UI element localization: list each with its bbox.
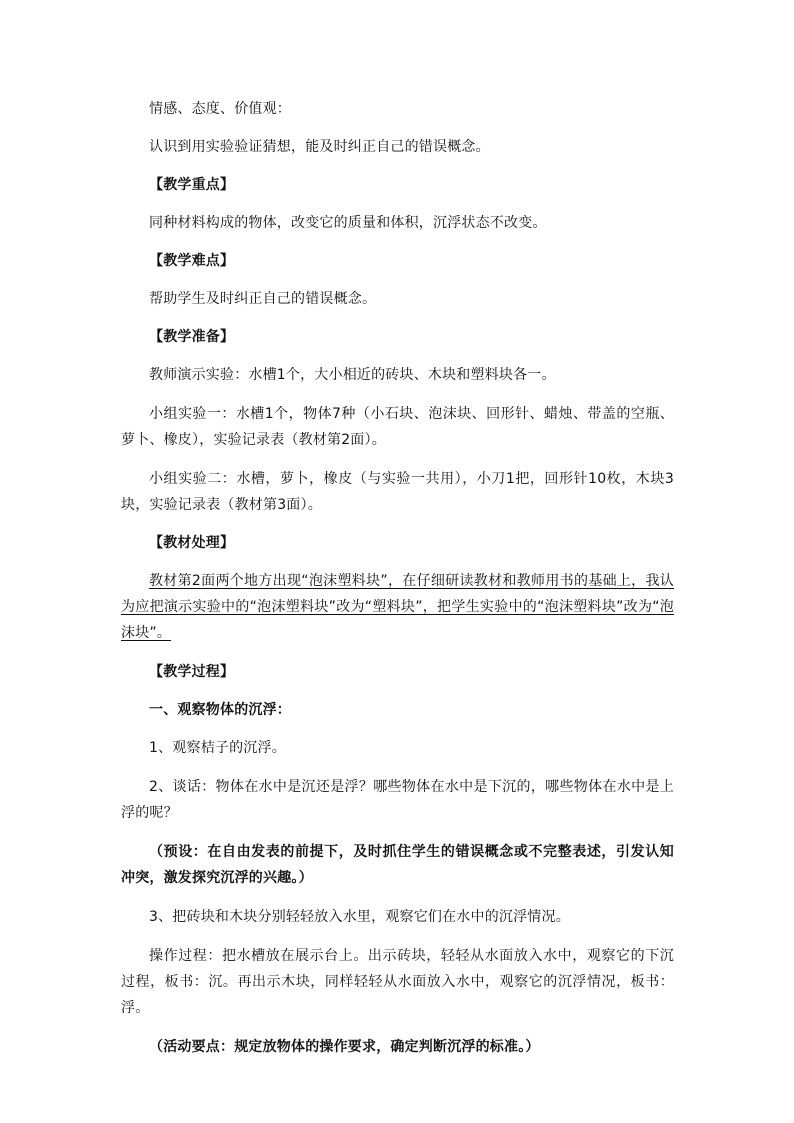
heading-difficulties: 【教学难点】	[149, 253, 235, 269]
operation-process-text: 操作过程：把水槽放在展示台上。出示砖块，轻轻从水面放入水中，观察它的下沉过程，板书：沉。再出示木块，同样轻轻从水面放入水中，观察它的沉浮情况，板书：浮。	[121, 948, 674, 1016]
group-experiment-one-text: 小组实验一：水槽1个，物体7种（小石块、泡沫块、回形针、蜡烛、带盖的空瓶、萝卜、橡皮），实验记录表（教材第2面）。	[121, 406, 674, 448]
attitude-goal-text: 认识到用实验验证猜想，能及时纠正自己的错误概念。	[149, 139, 490, 155]
group-experiment-two-text: 小组实验二：水槽，萝卜，橡皮（与实验一共用），小刀1把，回形针10枚，木块3块，实验记录表（教材第3面）。	[121, 471, 674, 513]
step-three-text: 3、把砖块和木块分别轻轻放入水里，观察它们在水中的沉浮情况。	[149, 909, 570, 925]
heading-key-points: 【教学重点】	[149, 177, 235, 193]
heading-material-handling: 【教材处理】	[149, 535, 235, 551]
difficulties-text: 帮助学生及时纠正自己的错误概念。	[149, 291, 377, 307]
material-handling-text: 教材第2面两个地方出现“泡沫塑料块”，在仔细研读教材和教师用书的基础上，我认为应把演示实验中的“泡沫塑料块”改为“塑料块”，把学生实验中的“泡沫塑料块”改为“泡沫块”。	[121, 573, 674, 641]
heading-preparation: 【教学准备】	[149, 329, 235, 345]
step-two-text: 2、谈话：物体在水中是沉还是浮？哪些物体在水中是下沉的，哪些物体在水中是上浮的呢？	[121, 779, 674, 821]
section-attitude-title: 情感、态度、价值观：	[149, 101, 291, 117]
activity-note-text: （活动要点：规定放物体的操作要求，确定判断沉浮的标准。）	[149, 1039, 540, 1055]
key-points-text: 同种材料构成的物体，改变它的质量和体积，沉浮状态不改变。	[149, 215, 547, 231]
document-page	[121, 96, 674, 1060]
teacher-demo-text: 教师演示实验：水槽1个，大小相近的砖块、木块和塑料块各一。	[149, 367, 556, 383]
heading-teaching-process: 【教学过程】	[149, 664, 235, 680]
preset-note-text: （预设：在自由发表的前提下，及时抓住学生的错误概念或不完整表述，引发认知冲突，激发探究沉浮的兴趣。）	[121, 844, 674, 886]
section-observe-title: 一、观察物体的沉浮：	[149, 702, 291, 718]
step-one-text: 1、观察桔子的沉浮。	[149, 740, 286, 756]
